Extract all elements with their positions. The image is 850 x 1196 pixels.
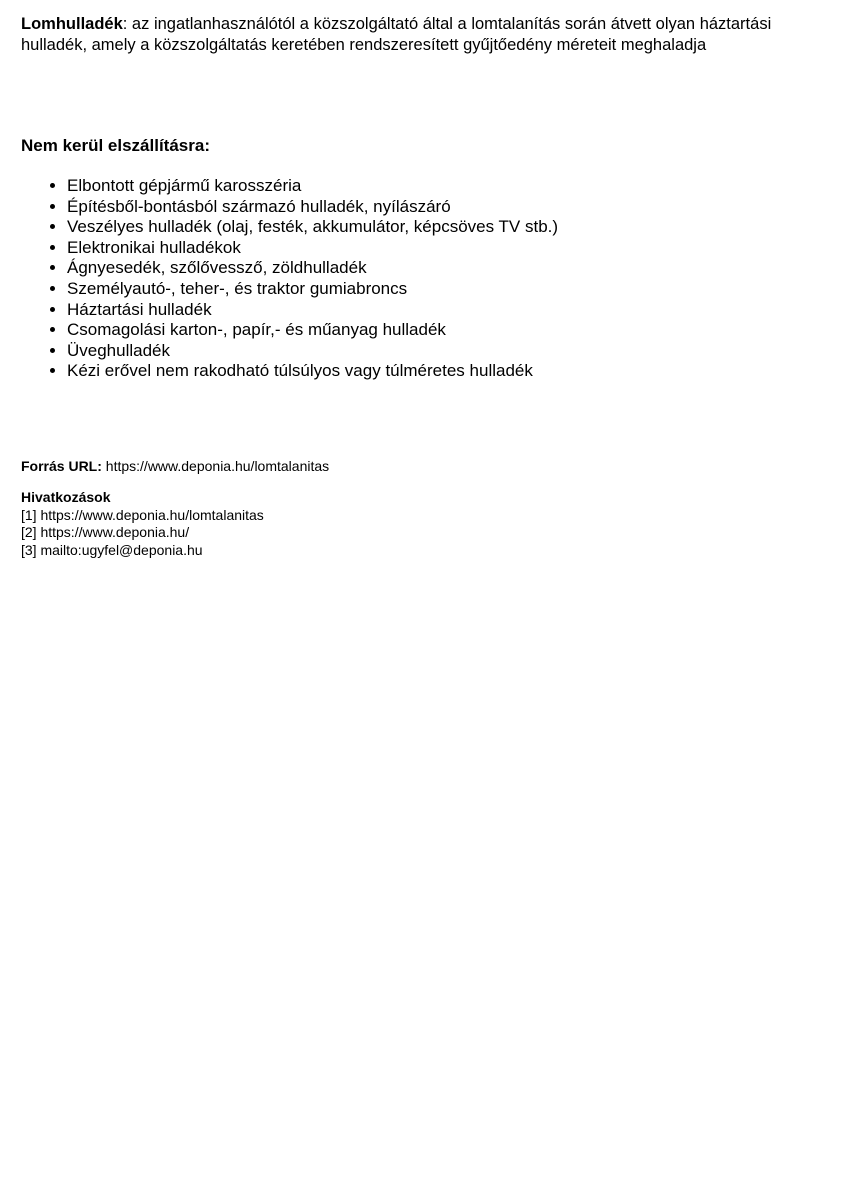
references-title: Hivatkozások [21,489,111,505]
list-item: • Háztartási hulladék [67,300,558,321]
list-item: • Személyautó-, teher-, és traktor gumiabroncs [67,279,558,300]
document-page [21,14,821,558]
list-item: • Építésből-bontásból származó hulladék, nyílászáró [67,197,558,218]
definition-paragraph [21,14,821,56]
references-section [21,489,264,559]
list-item: • Csomagolási karton-, papír,- és műanyag hulladék [67,320,558,341]
list-item: • Elektronikai hulladékok [67,238,558,259]
reference-link[interactable]: [2] https://www.deponia.hu/ [21,524,190,540]
list-item: • Kézi erővel nem rakodható túlsúlyos vagy túlméretes hulladék [67,361,558,382]
source-line [21,457,329,475]
definition-text: : az ingatlanhasználótól a közszolgáltató által a lomtalanítás során átvett olyan háztartási hulladék, amely a közszolgáltatás keretében rendszeresített gyűjtőedény méreteit meghaladja [21,15,772,54]
reference-link[interactable]: [1] https://www.deponia.hu/lomtalanitas [21,506,264,523]
reference-link[interactable]: [3] mailto:ugyfel@deponia.hu [21,541,203,558]
list-item: • Veszélyes hulladék (olaj, festék, akkumulátor, képcsöves TV stb.) [67,217,558,238]
definition-term: Lomhulladék [21,15,123,33]
list-item: • Elbontott gépjármű karosszéria [67,176,558,197]
list-item: • Ágnyesedék, szőlővessző, zöldhulladék [67,258,558,279]
excluded-heading: Nem kerül elszállításra: [21,136,210,155]
list-item: • Üveghulladék [67,341,558,362]
excluded-list [21,176,558,382]
source-label: Forrás URL: [21,458,102,474]
source-url[interactable]: https://www.deponia.hu/lomtalanitas [101,458,330,474]
